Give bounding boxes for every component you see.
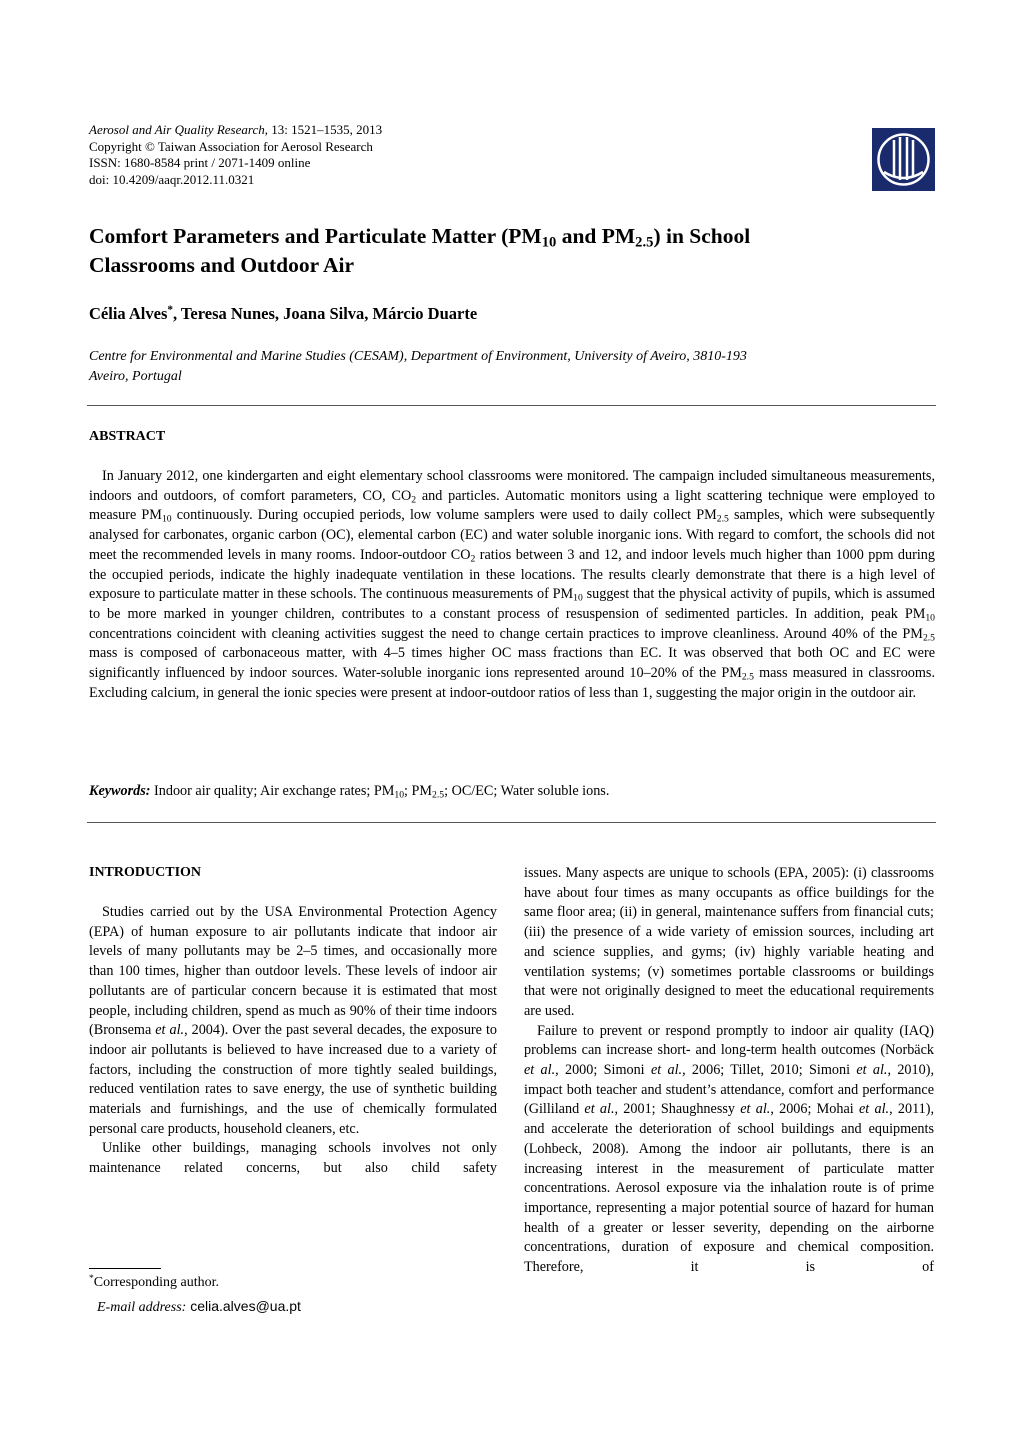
author-list: Célia Alves*, Teresa Nunes, Joana Silva, Márcio Duarte xyxy=(89,303,478,323)
right-column xyxy=(524,864,934,1278)
email-link[interactable]: celia.alves@ua.pt xyxy=(186,1298,301,1314)
left-column xyxy=(89,903,497,1179)
divider-top xyxy=(87,405,936,406)
footnote-corresponding: *Corresponding author. xyxy=(89,1273,219,1290)
journal-header xyxy=(89,122,382,188)
intro-paragraph-4: Failure to prevent or respond promptly to indoor air quality (IAQ) problems can increase short- and long-term health outcomes (Norbäck et al., 2000; Simoni et al., 2006; Tillet, 2010; Simoni et al., 2010), impact both teacher and student’s attendance, comfort and performance (Gilliland et al., 2001; Shaughnessy et al., 2006; Mohai et al., 2011), and accelerate the deterioration of school buildings and equipments (Lohbeck, 2008). Among the indoor air pollutants, there is an increasing interest in the measurement of particulate matter concentrations. Aerosol exposure via the inhalation route is of prime importance, representing a major potential source of hazard for human health of a greater or lesser severity, depending on the airborne concentrations, duration of exposure and chemical composition. Therefore, it is of xyxy=(524,1022,935,1276)
intro-paragraph-2: Unlike other buildings, managing schools involves not only maintenance related concerns, but also child safety xyxy=(89,1140,497,1177)
footnote-email: E-mail address: celia.alves@ua.pt xyxy=(97,1298,301,1315)
issn: ISSN: 1680-8584 print / 2071-1409 online xyxy=(89,155,311,170)
divider-bottom xyxy=(87,822,936,823)
journal-citation: Aerosol and Air Quality Research, 13: 1521–1535, 2013 xyxy=(89,122,383,137)
keywords: Keywords: Indoor air quality; Air exchange rates; $PM_{10}$; $PM_{2.5}$; OC/EC; Water soluble ions. xyxy=(89,783,610,801)
abstract-paragraph: In January 2012, one kindergarten and eight elementary school classrooms were monitored. The campaign included simultaneous measurements, indoors and outdoors, of comfort parameters, CO, $CO_2$ and particles. Automatic monitors using a light scattering technique were employed to measure $PM_{10}$ continuously. During occupied periods, low volume samplers were used to daily collect $PM_{2.5}$ samples, which were subsequently analysed for carbonates, organic carbon (OC), elemental carbon (EC) and water soluble inorganic ions. With regard to comfort, the schools did not meet the recommended levels in many rooms. Indoor-outdoor $CO_2$ ratios between 3 and 12, and indoor levels much higher than 1000 ppm during the occupied periods, indicate the highly inadequate ventilation in these locations. The results clearly demonstrate that there is a high level of exposure to particulate matter in these schools. The continuous measurements of $PM_{10}$ suggest that the physical activity of pupils, which is assumed to be more marked in younger children, contributes to a constant process of resuspension of sedimented particles. In addition, peak $PM_{10}$ concentrations coincident with cleaning activities suggest the need to change certain practices to improve cleanliness. Around 40% of the $PM_{2.5}$ mass is composed of carbonaceous matter, with 4–5 times higher OC mass fractions than EC. It was observed that both OC and EC were significantly influenced by indoor sources. Water-soluble inorganic ions represented around 10–20% of the $PM_{2.5}$ mass measured in classrooms. Excluding calcium, in general the ionic species were present at indoor-outdoor ratios of less than 1, suggesting the major origin in the outdoor air. xyxy=(89,468,936,701)
footnote-rule xyxy=(89,1268,161,1269)
doi: doi: 10.4209/aaqr.2012.11.0321 xyxy=(89,171,255,187)
affiliation: Centre for Environmental and Marine Studies (CESAM), Department of Environment, University of Aveiro, 3810-193 Aveiro, Portugal xyxy=(89,349,747,384)
abstract-body xyxy=(89,467,935,703)
intro-paragraph-1: Studies carried out by the USA Environmental Protection Agency (EPA) of human exposure to air pollutants indicate that indoor air levels of many pollutants may be 2–5 times, and occasionally more than 100 times, higher than outdoor levels. These levels of indoor air pollutants are of particular concern because it is estimated that most people, including children, spend as much as 90% of their time indoors (Bronsema et al., 2004). Over the past several decades, the exposure to indoor air pollutants is believed to have increased due to a variety of factors, including the construction of more tightly sealed buildings, reduced ventilation rates to save energy, the use of synthetic building materials and furnishings, and the use of chemically formulated personal care products, household cleaners, etc. xyxy=(89,904,497,1137)
paper-title: Comfort Parameters and Particulate Matter ($PM_{10}$ and $PM_{2.5}$) in School Classrooms and Outdoor Air xyxy=(89,224,751,277)
abstract-heading: ABSTRACT xyxy=(89,429,166,444)
introduction-heading: INTRODUCTION xyxy=(89,865,202,880)
copyright: Copyright © Taiwan Association for Aerosol Research xyxy=(89,138,373,154)
intro-paragraph-3: issues. Many aspects are unique to schools (EPA, 2005): (i) classrooms have about four times as many occupants as office buildings for the same floor area; (ii) in general, maintenance suffers from financial cuts; (iii) the presence of a wide variety of emission sources, including art and science supplies, and gyms; (iv) highly variable heating and ventilation systems; (v) sometimes portable classrooms or buildings that were not originally designed to meet the educational requirements are used. xyxy=(524,865,934,1019)
journal-logo-icon xyxy=(872,128,935,191)
